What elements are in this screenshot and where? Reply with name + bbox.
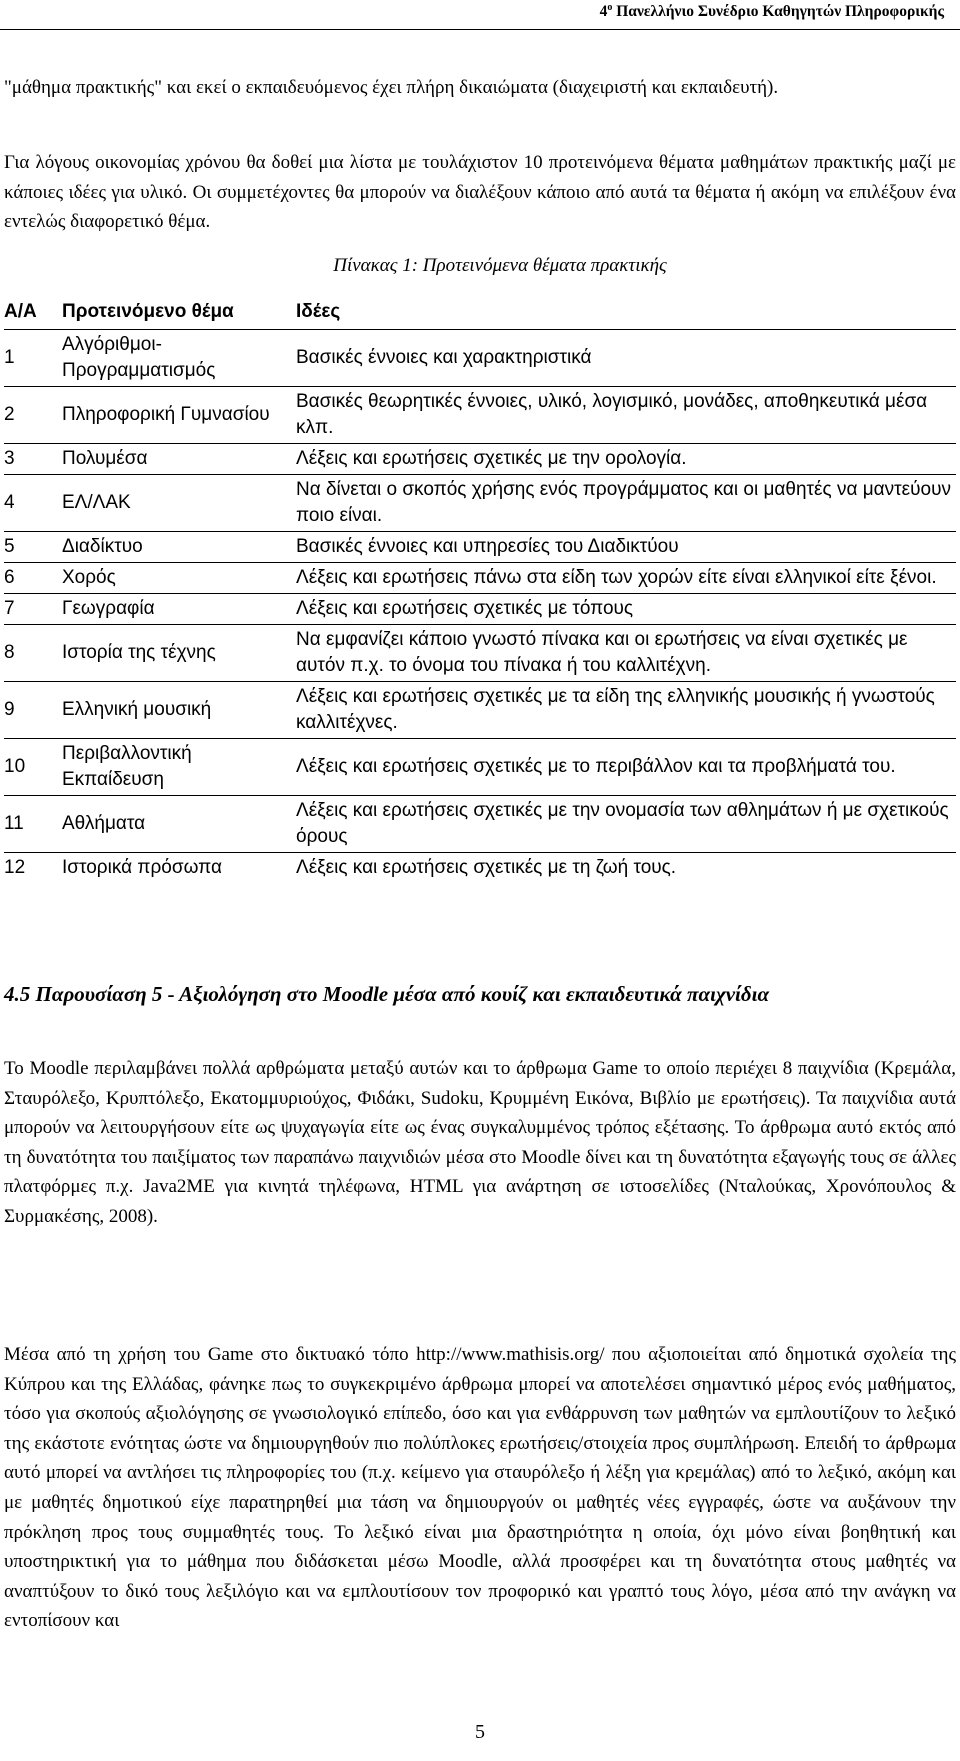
row-number: 6: [4, 563, 62, 594]
running-header: [600, 2, 944, 21]
header-number: Α/Α: [4, 293, 62, 330]
row-ideas: Λέξεις και ερωτήσεις πάνω στα είδη των χορών είτε είναι ελληνικοί είτε ξένοι.: [296, 563, 956, 594]
row-topic: Ιστορία της τέχνης: [62, 625, 296, 682]
row-number: 11: [4, 796, 62, 853]
row-topic: Πληροφορική Γυμνασίου: [62, 387, 296, 444]
row-number: 3: [4, 444, 62, 475]
conference-name: Πανελλήνιο Συνέδριο Καθηγητών Πληροφορικής: [616, 3, 944, 21]
topics-table: [4, 293, 956, 883]
row-ideas: Να εμφανίζει κάποιο γνωστό πίνακα και οι ερωτήσεις να είναι σχετικές με αυτόν π.χ. το όνομα του πίνακα ή του καλλιτέχνη.: [296, 625, 956, 682]
row-topic: Γεωγραφία: [62, 594, 296, 625]
row-number: 12: [4, 857, 26, 878]
table-row: [4, 444, 956, 475]
row-topic: Ελληνική μουσική: [62, 682, 296, 739]
row-ideas: Λέξεις και ερωτήσεις σχετικές με την ορολογία.: [296, 444, 956, 475]
row-ideas: Βασικές έννοιες και χαρακτηριστικά: [296, 330, 956, 387]
ordinal-suffix: ο: [607, 2, 613, 13]
table-row: [4, 739, 956, 796]
row-number: 9: [4, 682, 62, 739]
row-ideas: Λέξεις και ερωτήσεις σχετικές με τόπους: [296, 594, 956, 625]
table-row: [4, 625, 956, 682]
conference-ordinal: 4: [599, 3, 608, 21]
row-number: 1: [4, 330, 62, 387]
table-row: [4, 563, 956, 594]
header-topic: Προτεινόμενο θέμα: [62, 293, 296, 330]
row-ideas: Λέξεις και ερωτήσεις σχετικές με τη ζωή τους.: [296, 857, 677, 878]
row-topic: Χορός: [62, 563, 296, 594]
row-number: 4: [4, 475, 62, 532]
row-number: 7: [4, 594, 62, 625]
table-row: [4, 330, 956, 387]
row-number: 8: [4, 625, 62, 682]
row-topic: Πολυμέσα: [62, 444, 296, 475]
row-number: 5: [4, 532, 62, 563]
row-topic: ΕΛ/ΛΑΚ: [62, 475, 296, 532]
table-row: [4, 796, 956, 853]
row-topic: Αθλήματα: [62, 796, 296, 853]
row-ideas: Να δίνεται ο σκοπός χρήσης ενός προγράμματος και οι μαθητές να μαντεύουν ποιο είναι.: [296, 475, 956, 532]
paragraph-topic-list: Για λόγους οικονομίας χρόνου θα δοθεί μια λίστα με τουλάχιστον 10 προτεινόμενα θέματα μαθημάτων πρακτικής μαζί με κάποιες ιδέες για υλικό. Οι συμμετέχοντες θα μπορούν να διαλέξουν κάποιο από αυτά τα θέματα ή ακόμη να επιλέξουν ένα εντελώς διαφορετικό θέμα.: [4, 152, 956, 233]
table-row: [4, 682, 956, 739]
row-ideas: Λέξεις και ερωτήσεις σχετικές με την ονομασία των αθλημάτων ή με σχετικούς όρους: [296, 796, 956, 853]
table-row: [4, 594, 956, 625]
table-caption-label: Πίνακας 1:: [333, 255, 419, 276]
row-topic: Ιστορικά πρόσωπα: [62, 857, 222, 878]
table-row: [4, 532, 956, 563]
header-ideas: Ιδέες: [296, 293, 956, 330]
table-caption-text: Προτεινόμενα θέματα πρακτικής: [422, 255, 667, 276]
row-ideas: Λέξεις και ερωτήσεις σχετικές με τα είδη της ελληνικής μουσικής ή γνωστούς καλλιτέχνες.: [296, 682, 956, 739]
row-number: 2: [4, 387, 62, 444]
page-number: 5: [475, 1721, 485, 1743]
table-row: [4, 475, 956, 532]
row-ideas: Βασικές έννοιες και υπηρεσίες του Διαδικτύου: [296, 532, 956, 563]
section-heading: 4.5 Παρουσίαση 5 - Αξιολόγηση στο Moodle μέσα από κουίζ και εκπαιδευτικά παιχνίδια: [4, 982, 770, 1006]
table-caption: [0, 255, 960, 277]
paragraph-continuation: "μάθημα πρακτικής" και εκεί ο εκπαιδευόμενος έχει πλήρη δικαιώματα (διαχειριστή και εκπαιδευτή).: [4, 77, 779, 98]
table-header-row: [4, 293, 956, 330]
table-row: [4, 387, 956, 444]
row-topic: Αλγόριθμοι-Προγραμματισμός: [62, 330, 296, 387]
header-rule: [0, 29, 960, 30]
paragraph-moodle-games: Το Moodle περιλαμβάνει πολλά αρθρώματα μεταξύ αυτών και το άρθρωμα Game το οποίο περιέχει 8 παιχνίδια (Κρεμάλα, Σταυρόλεξο, Κρυπτόλεξο, Εκατομμυριούχος, Φιδάκι, Sudoku, Κρυμμένη Εικόνα, Βιβλίο με ερωτήσεις). Τα παιχνίδια αυτά μπορούν να λειτουργήσουν είτε ως ψυχαγωγία είτε ως ένας συγκαλυμμένος τρόπος εξέτασης. Το άρθρωμα αυτό εκτός από τη δυνατότητα του παιξίματος των παραπάνω παιχνιδιών μέσα στο Moodle δίνει και τη δυνατότητα εξαγωγής τους σε άλλες πλατφόρμες π.χ. Java2ME για κινητά τηλέφωνα, HTML για ανάρτηση σε ιστοσελίδες (Νταλούκας, Χρονόπουλος & Συρμακέσης, 2008).: [4, 1058, 956, 1227]
row-ideas: Λέξεις και ερωτήσεις σχετικές με το περιβάλλον και τα προβλήματά του.: [296, 739, 956, 796]
row-topic: Περιβαλλοντική Εκπαίδευση: [62, 739, 296, 796]
row-topic: Διαδίκτυο: [62, 532, 296, 563]
row-ideas: Βασικές θεωρητικές έννοιες, υλικό, λογισμικό, μονάδες, αποθηκευτικά μέσα κλπ.: [296, 387, 956, 444]
table-row: [4, 853, 956, 884]
paragraph-mathisis: Μέσα από τη χρήση του Game στο δικτυακό τόπο http://www.mathisis.org/ που αξιοποιείται από δημοτικά σχολεία της Κύπρου και της Ελλάδας, φάνηκε πως το συγκεκριμένο άρθρωμα μπορεί να αποτελέσει σημαντικό μέρος ενός μαθήματος, τόσο για σκοπούς αξιολόγησης σε γνωσιολογικό επίπεδο, όσο και για ενθάρρυνση των μαθητών να εμπλουτίζουν το λεξικό της εκάστοτε ενότητας ώστε να δημιουργηθούν πιο πολύπλοκες ερωτήσεις/στοιχεία προς συμπλήρωση. Επειδή το άρθρωμα αυτό μπορεί να αντλήσει τις πληροφορίες του (π.χ. κείμενο για σταυρόλεξο ή λέξη για κρεμάλας) από το λεξικό, ακόμη και με μαθητές δημοτικού είχε παρατηρηθεί μια τάση να δημιουργούν οι μαθητές νέες εγγραφές, ώστε να αυξάνουν την πρόκληση προς τους συμμαθητές τους. Το λεξικό είναι μια δραστηριότητα η οποία, όχι μόνο είναι βοηθητική και υποστηρικτική για το μάθημα που διδάσκεται μέσω Moodle, αλλά προσφέρει και τη δυνατότητα στους μαθητές να αναπτύξουν το δικό τους λεξιλόγιο και να εμπλουτίσουν τον προφορικό και γραπτό τους λόγο, μέσα από την ανάγκη να εντοπίσουν και: [4, 1344, 956, 1632]
row-number: 10: [4, 739, 62, 796]
